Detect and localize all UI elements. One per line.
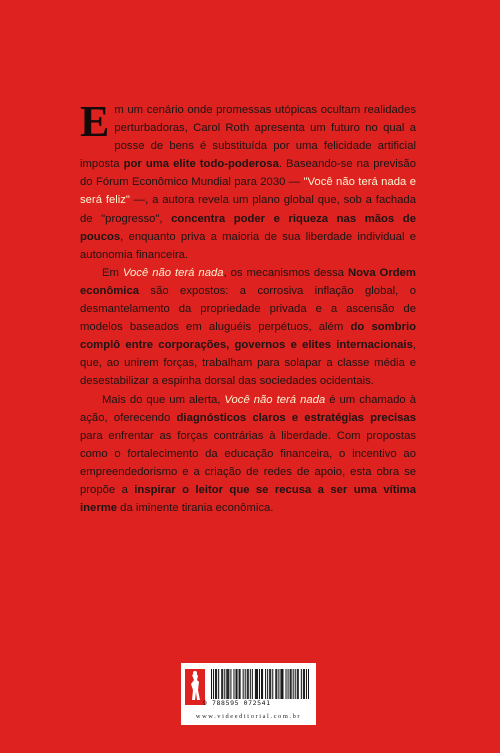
barcode-bar [230,669,231,699]
barcode-bar [298,669,299,699]
barcode-bar [282,669,283,699]
barcode-bar [243,669,244,699]
barcode-bar [301,669,302,699]
barcode-bar [286,669,287,699]
barcode-bar [248,669,249,699]
barcode-bar [257,669,258,699]
barcode-bar [227,669,228,699]
drop-cap: E [80,97,110,146]
paragraph-2: Em Você não terá nada, os mecanismos dessa Nova Ordem econômica são expostos: a corrosiva inflação global, o desmantelamento da propriedade privada e a ascensão de modelos baseados em aluguéis perpétuos, além do sombrio complô entre corporações, governos e elites internacionais, que, ao unirem forças, trabalham para solapar a classe média e desestabilizar a espinha dorsal das sociedades ocidentais. [80,266,417,388]
barcode-bar [240,669,241,699]
barcode-bar [239,669,240,699]
barcode-bar [247,669,248,699]
barcode-bar [280,669,281,699]
barcode-bar [211,669,212,699]
barcode-bar [228,669,229,699]
barcode-bar [218,669,219,699]
barcode-bar [272,669,273,699]
barcode-bar [267,669,268,699]
barcode-bar [278,669,279,699]
paragraph-1: Em um cenário onde promessas utópicas ocultam realidades perturbadoras, Carol Roth apresenta um futuro no qual a posse de bens é substituída por uma felicidade artificial imposta por uma elite todo-poderosa. Baseando-se na previsão do Fórum Econômico Mundial para 2030 — "Você não terá nada e será feliz" —, a autora revela um plano global que, sob a fachada de "progresso", concentra poder e riqueza nas mãos de poucos, enquanto priva a maioria de sua liberdade individual e autonomia financeira. [80,97,416,261]
barcode-bar [308,669,309,699]
barcode-bar [237,669,238,699]
barcode-bar [236,669,237,699]
barcode-bar [216,669,217,699]
barcode-bar [224,669,225,699]
barcode-bar [265,669,266,699]
barcode-bar [226,669,227,699]
barcode-bar [245,669,246,699]
paragraph-3: Mais do que um alerta, Você não terá nada é um chamado à ação, oferecendo diagnósticos claros e estratégias precisas para enfrentar as forças contrárias à liberdade. Com propostas como o fortalecimento da educação financeira, o incentivo ao empreendedorismo e a criação de redes de apoio, esta obra se propõe a inspirar o leitor que se recusa a ser uma vítima inerme da iminente tirania econômica. [80,393,416,515]
isbn-number: 9 788595 072541 [203,699,271,707]
barcode-bar [291,669,292,699]
barcode-bar [290,669,291,699]
barcode-bar [276,669,277,699]
publisher-website: www.videeditorial.com.br [195,713,302,720]
barcode-bar [295,669,296,699]
barcode-bar [275,669,276,699]
publisher-logo-icon [185,669,205,705]
barcode-bar [293,669,294,699]
barcode-bar [262,669,263,699]
barcode-bar [270,669,271,699]
barcode-bar [303,669,304,699]
barcode-bar [213,669,214,699]
barcode-bar [261,669,262,699]
barcode-bar [281,669,282,699]
barcode-bar [215,669,216,699]
barcode-bar [221,669,222,699]
barcode-bar [306,669,307,699]
barcode-bar [269,669,270,699]
barcode-bar [250,669,251,699]
barcode-bar [259,669,260,699]
barcode-bar [255,669,256,699]
barcode-bar [304,669,305,699]
barcode-bar [222,669,223,699]
barcode-bar [252,669,253,699]
barcode-bar [233,669,234,699]
barcode [211,669,309,699]
barcode-label [181,663,316,725]
barcode-bar [256,669,257,699]
barcode-bar [288,669,289,699]
synopsis-text [80,97,417,517]
barcode-bar [297,669,298,699]
